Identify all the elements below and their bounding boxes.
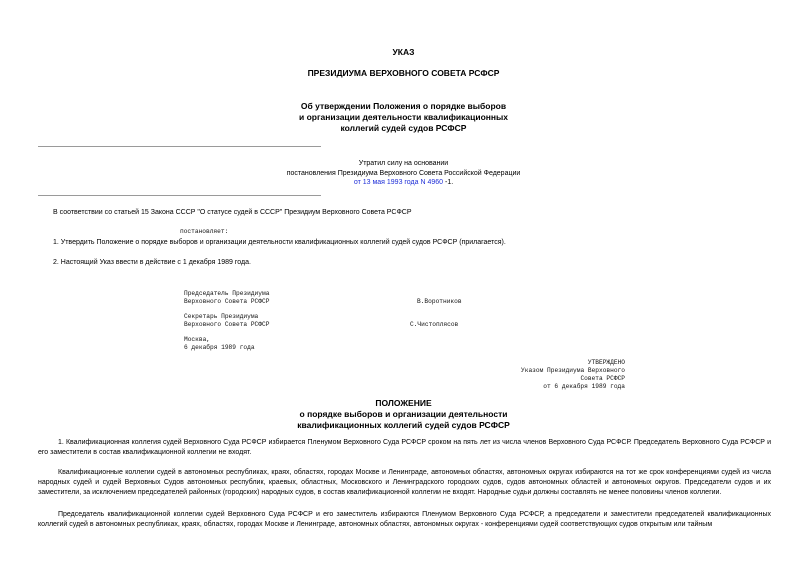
regulation-paragraph-2: Квалификационные коллегии судей в автономных республиках, краях, областях, городах Москве и Ленинграде, автономных областях, автономных округах избираются на тот же срок конференциями судей из числа народных судей и судей Верховных Судов автономных республик, краевых, областных, Московского и Ленинградского городских судов, судов автономных областей и автономных округов. Председатели судов и их заместители, за исключением председателей районных (городских) народных судов, в состав квалификационной коллегии не входят. Народные судьи должны составлять не менее половины членов коллегии. — [38, 469, 771, 496]
approval-line-2: Указом Президиума Верховного — [521, 367, 625, 374]
divider-bottom — [38, 195, 321, 196]
approval-line-1: УТВЕРЖДЕНО — [587, 359, 625, 366]
status-note-line-3 — [250, 178, 557, 188]
secretary-name: С.Чистоплясов — [410, 321, 459, 328]
decree-issuer: ПРЕЗИДИУМА ВЕРХОВНОГО СОВЕТА РСФСР — [307, 68, 500, 78]
item-1: 1. Утвердить Положение о порядке выборов и организации деятельности квалификационных коллегий судей судов РСФСР (прилагается). — [53, 239, 506, 246]
signing-place: Москва, — [184, 336, 210, 343]
decree-subject-line-3: коллегий судей судов РСФСР — [340, 123, 467, 133]
approval-line-3: Совета РСФСР — [580, 375, 625, 382]
regulation-subtitle-2: квалификационных коллегий судей судов РСФСР — [297, 420, 510, 430]
regulation-subtitle-1: о порядке выборов и организации деятельности — [299, 409, 508, 419]
item-2: 2. Настоящий Указ ввести в действие с 1 декабря 1989 года. — [53, 259, 251, 266]
regulation-paragraph-3: Председатель квалификационной коллегии судей Верховного Суда РСФСР и его заместитель избираются Пленумом Верховного Суда РСФСР, а председатели и заместители председателей квалификационных коллегий судей в автономных республиках, краях, областях, городах Москве и Ленинграде, автономных областях, автономных округах - конференциями судей соответствующих судов открытым или тайным — [38, 511, 771, 528]
secretary-title-1: Секретарь Президиума — [184, 313, 259, 320]
signing-date: 6 декабря 1989 года — [184, 344, 255, 351]
chair-title-1: Председатель Президиума — [184, 290, 270, 297]
repeal-link[interactable]: от 13 мая 1993 года N 4960 — [353, 179, 444, 186]
chair-title-2: Верховного Совета РСФСР — [184, 298, 270, 305]
regulation-title: ПОЛОЖЕНИЕ — [375, 398, 432, 408]
secretary-title-2: Верховного Совета РСФСР — [184, 321, 270, 328]
preamble: В соответствии со статьей 15 Закона СССР "О статусе судей в СССР" Президиум Верховного Совета РСФСР — [53, 209, 412, 216]
divider-top — [38, 146, 321, 147]
status-note-suffix: -1. — [443, 179, 454, 186]
regulation-paragraph-1: 1. Квалификационная коллегия судей Верховного Суда РСФСР избирается Пленумом Верховного Суда РСФСР сроком на пять лет из числа членов Верховного Суда РСФСР. Председатель Верховного Суда РСФСР и его заместители в состав квалификационной коллегии не входят. — [38, 439, 771, 456]
chair-name: В.Воротников — [417, 298, 462, 305]
decree-subject-line-2: и организации деятельности квалификационных — [298, 112, 509, 122]
approval-line-4: от 6 декабря 1989 года — [543, 383, 625, 390]
decree-word: постановляет: — [180, 228, 229, 235]
decree-subject-line-1: Об утверждении Положения о порядке выборов — [300, 101, 507, 111]
status-note-line-2: постановления Президиума Верховного Совета Российской Федерации — [286, 169, 521, 177]
status-note-line-1: Утратил силу на основании — [358, 160, 449, 167]
decree-title: УКАЗ — [392, 47, 415, 57]
status-note — [250, 159, 557, 188]
